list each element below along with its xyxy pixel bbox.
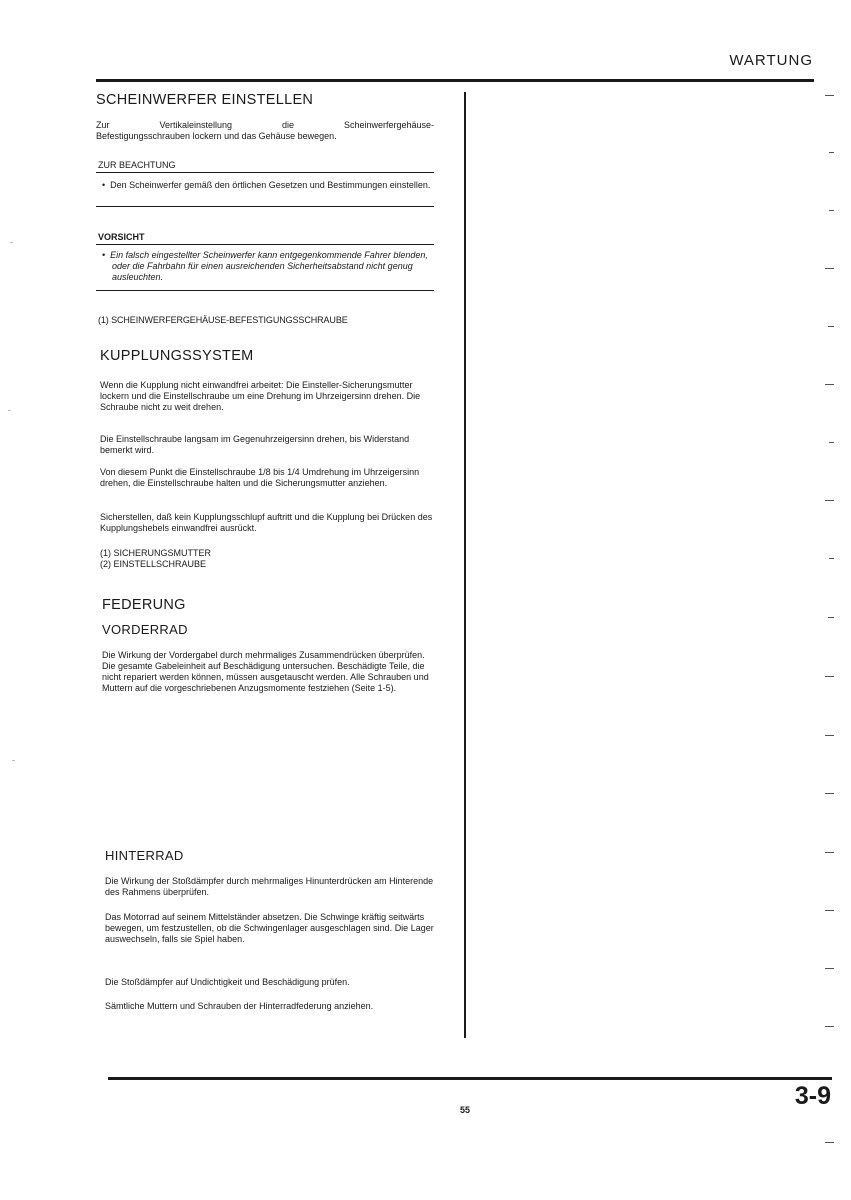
scheinwerfer-intro-line2: Befestigungsschrauben lockern und das Gehäuse bewegen. [96, 131, 337, 141]
margin-tick [825, 735, 834, 736]
column-divider [464, 92, 466, 1038]
kupplung-callout-1: (1) SICHERUNGSMUTTER [100, 548, 212, 558]
margin-tick [825, 793, 834, 794]
margin-tick [828, 326, 834, 327]
margin-tick [829, 442, 834, 443]
margin-tick [825, 968, 834, 969]
section-page-number: 3-9 [794, 1082, 831, 1110]
page-number: 55 [460, 1105, 471, 1115]
caution-label: VORSICHT [98, 232, 145, 242]
margin-tick [829, 210, 834, 211]
kupplung-paragraph-2: Die Einstellschraube langsam im Gegenuhrzeigersinn drehen, bis Widerstand bemerkt wird. [100, 434, 410, 455]
note-label: ZUR BEACHTUNG [98, 160, 176, 170]
caution-rule-bottom [96, 290, 434, 291]
kupplung-paragraph-4: Sicherstellen, daß kein Kupplungsschlupf auftritt und die Kupplung bei Drücken des Kupplungshebels einwandfrei ausrückt. [100, 512, 433, 533]
hinterrad-paragraph-2: Das Motorrad auf seinem Mittelständer absetzen. Die Schwinge kräftig seitwärts bewegen, um festzustellen, ob die Schwingenlager ausgeschlagen sind. Die Lager auswechseln, falls sie Spiel haben. [105, 912, 434, 944]
scan-speck [12, 760, 15, 761]
hinterrad-paragraph-3: Die Stoßdämpfer auf Undichtigkeit und Beschädigung prüfen. [105, 977, 350, 987]
margin-tick [825, 268, 834, 269]
kupplung-callout-2: (2) EINSTELLSCHRAUBE [100, 559, 207, 569]
margin-tick [829, 152, 834, 153]
note-rule-bottom [96, 206, 434, 207]
margin-tick [825, 852, 834, 853]
margin-tick [825, 95, 834, 96]
scheinwerfer-intro-line1: Zur Vertikaleinstellung die Scheinwerfergehäuse- [96, 120, 434, 130]
margin-tick [828, 617, 834, 618]
scan-speck [10, 242, 13, 243]
subheading-hinterrad: HINTERRAD [105, 848, 184, 863]
margin-tick [825, 384, 834, 385]
hinterrad-paragraph-4: Sämtliche Muttern und Schrauben der Hinterradfederung anziehen. [105, 1001, 374, 1011]
scan-speck [8, 410, 11, 411]
header-rule [96, 79, 814, 82]
margin-tick [825, 1142, 834, 1143]
margin-tick [829, 558, 834, 559]
margin-tick [825, 910, 834, 911]
running-header-title: WARTUNG [729, 52, 813, 69]
caution-text: • Ein falsch eingestellter Scheinwerfer kann entgegenkommende Fahrer blenden, oder die Fahrbahn für einen ausreichenden Sicherheitsabstand nicht genug ausleuchten. [102, 250, 428, 282]
vorderrad-text: Die Wirkung der Vordergabel durch mehrmaliges Zusammendrücken überprüfen. Die gesamte Gabeleinheit auf Beschädigung untersuchen. Beschädigte Teile, die nicht repariert werden können, müssen ausgetauscht werden. Alle Schrauben und Muttern auf die vorgeschriebenen Anzugsmomente festziehen (Seite 1-5). [102, 650, 429, 693]
kupplung-paragraph-1: Wenn die Kupplung nicht einwandfrei arbeitet: Die Einsteller-Sicherungsmutter lockern und die Einstellschraube um eine Drehung im Uhrzeigersinn drehen. Die Schraube nicht zu weit drehen. [100, 380, 421, 412]
margin-tick [825, 676, 834, 677]
footer-rule [108, 1077, 832, 1080]
callout-scheinwerfer: (1) SCHEINWERFERGEHÄUSE-BEFESTIGUNGSSCHRAUBE [98, 315, 348, 325]
hinterrad-paragraph-1: Die Wirkung der Stoßdämpfer durch mehrmaliges Hinunterdrücken am Hinterende des Rahmens überprüfen. [105, 876, 434, 897]
section-heading-federung: FEDERUNG [102, 597, 186, 613]
subheading-vorderrad: VORDERRAD [102, 622, 188, 637]
note-text: • Den Scheinwerfer gemäß den örtlichen Gesetzen und Bestimmungen einstellen. [102, 180, 431, 190]
section-heading-scheinwerfer: SCHEINWERFER EINSTELLEN [96, 92, 314, 108]
caution-rule-top [96, 244, 434, 245]
note-rule-top [96, 172, 434, 173]
margin-tick [825, 500, 834, 501]
kupplung-paragraph-3: Von diesem Punkt die Einstellschraube 1/8 bis 1/4 Umdrehung im Uhrzeigersinn drehen, die Einstellschraube halten und die Sicherungsmutter anziehen. [100, 467, 420, 488]
margin-tick [825, 1026, 834, 1027]
section-heading-kupplung: KUPPLUNGSSYSTEM [100, 348, 254, 364]
